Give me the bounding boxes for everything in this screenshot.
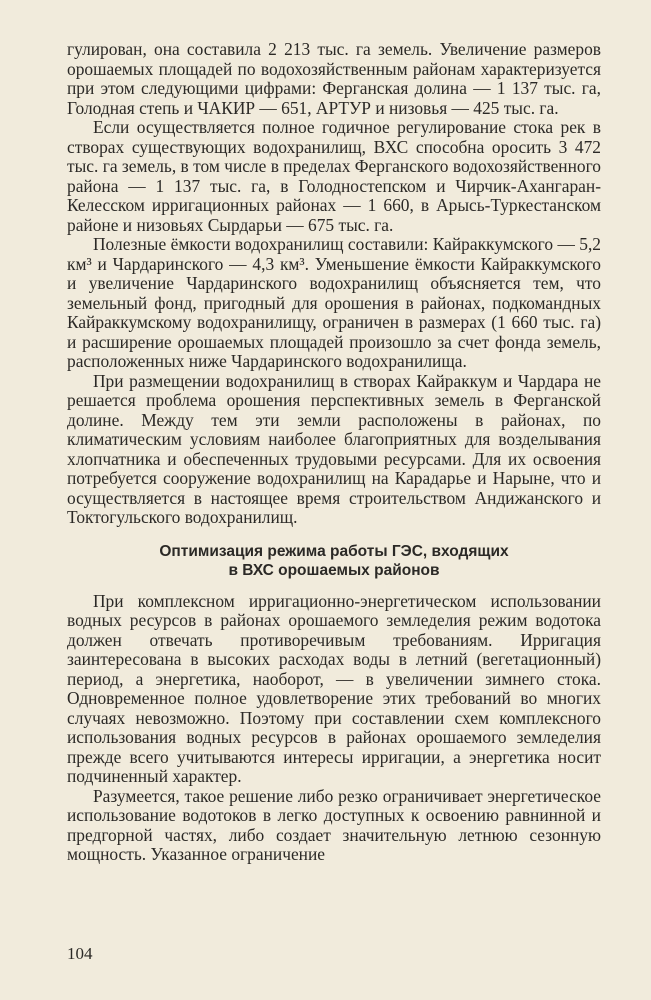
page-number: 104 bbox=[67, 944, 93, 963]
paragraph-fergana-valley: При размещении водохранилищ в створах Кайраккум и Чардара не решается проблема орошения перспективных земель в Ферганской долине. Между тем эти земли расположены в районах, по климатическим условиям наиболее благоприятных для возделывания хлопчатника и обеспеченных трудовыми ресурсами. Для их освоения потребуется сооружение водохранилищ на Карадарье и Нарыне, что и осуществляется в настоящее время строительством Андижанского и Токтогульского водохранилищ. bbox=[67, 370, 601, 527]
paragraph-continuation: гулирован, она составила 2 213 тыс. га земель. Увеличение размеров орошаемых площадей по водохозяйственным районам характеризуется при этом следующими цифрами: Ферганская долина — 1 137 тыс. га, Голодная степь и ЧАКИР — 651, АРТУР и низовья — 425 тыс. га. bbox=[67, 39, 601, 118]
paragraph-reservoir-capacity: Полезные ёмкости водохранилищ составили: Кайраккумского — 5,2 км³ и Чардаринского — 4,3 км³. Уменьшение ёмкости Кайраккумского и увеличение Чардаринского водохранилищ объясняется тем, что земельный фонд, пригодный для орошения в районах, подкомандных Кайраккумскому водохранилищу, ограничен в размерах (1 660 тыс. га) и расширение орошаемых площадей произошло за счет фонда земель, расположенных ниже Чардаринского водохранилища. bbox=[67, 234, 601, 371]
paragraph-constraint: Разумеется, такое решение либо резко ограничивает энергетическое использование водотоков в легко доступных к освоению равнинной и предгорной частях, либо создает значительную летнюю сезонную мощность. Указанное ограничение bbox=[67, 785, 601, 864]
section-heading-line-1: Оптимизация режима работы ГЭС, входящих bbox=[159, 542, 509, 560]
paragraph-irrigation-energy: При комплексном ирригационно-энергетическом использовании водных ресурсов в районах орошаемого земледелия режим водотока должен отвечать противоречивым требованиям. Ирригация заинтересована в высоких расходах воды в летний (вегетационный) период, а энергетика, наоборот, — в увеличении зимнего стока. Одновременное полное удовлетворение этих требований во многих случаях невозможно. Поэтому при составлении схем комплексного использования водных ресурсов в районах орошаемого земледелия прежде всего учитываются интересы ирригации, а энергетика носит подчиненный характер. bbox=[67, 590, 601, 786]
paragraph-annual-regulation: Если осуществляется полное годичное регулирование стока рек в створах существующих водохранилищ, ВХС способна оросить 3 472 тыс. га земель, в том числе в пределах Ферганского водохозяйственного района — 1 137 тыс. га, в Голодностепском и Чирчик-Ахангаран-Келесском ирригационных районах — 1 660, в Арысь-Туркестанском районе и низовьях Сырдарьи — 675 тыс. га. bbox=[67, 117, 601, 235]
page-body bbox=[67, 40, 601, 865]
section-heading bbox=[67, 542, 601, 580]
section-heading-line-2: в ВХС орошаемых районов bbox=[228, 561, 440, 579]
